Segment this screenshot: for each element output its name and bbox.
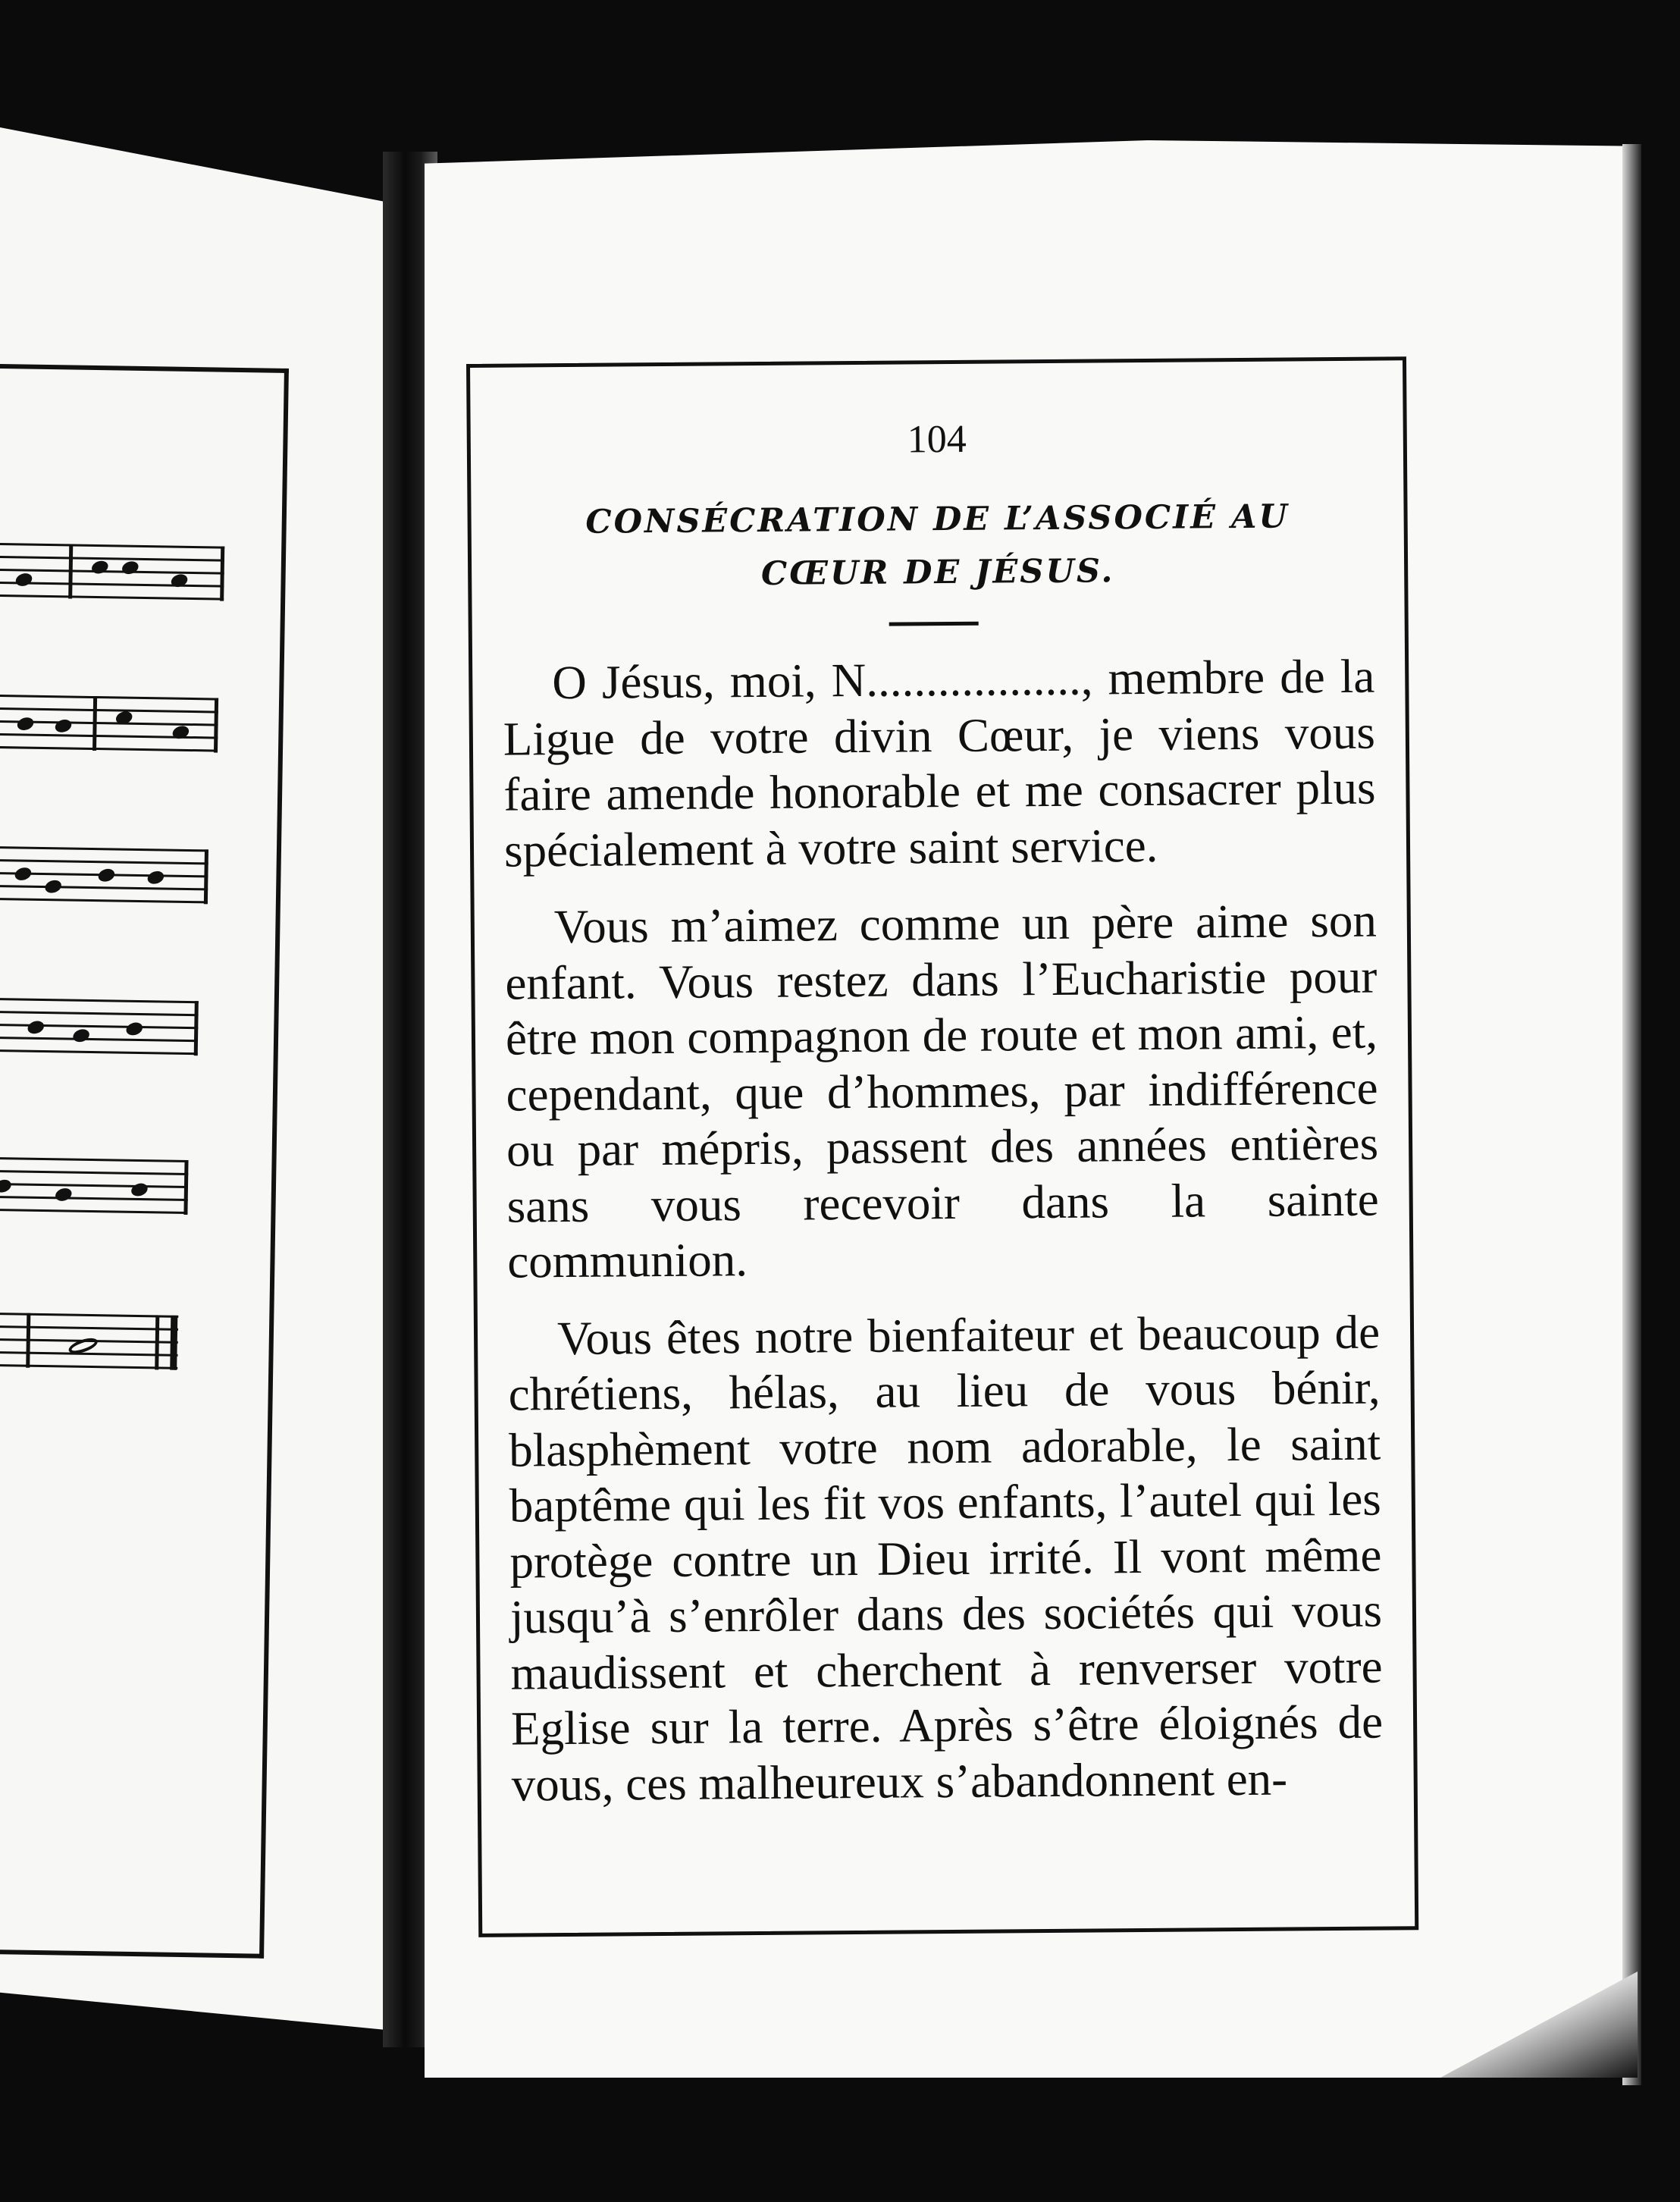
music-staff-2 (0, 695, 218, 751)
page-edge (1622, 144, 1641, 2085)
music-staff-3 (0, 846, 208, 902)
text-frame (466, 356, 1418, 1937)
body-text (503, 649, 1384, 1834)
left-page-frame (0, 364, 289, 1959)
paragraph: Vous êtes notre bienfaiteur et beaucoup de chrétiens, hélas, au lieu de vous bénir, blasphèment votre nom adorable, le saint baptême qui les fit vos enfants, l’autel qui les protège contre un Dieu irrité. Il vont même jusqu’à s’enrôler dans des sociétés qui vous maudissent et cherchent à renverser votre Eglise sur la terre. Après s’être éloignés de vous, ces malheureux s’abandonnent en- (508, 1305, 1384, 1811)
paragraph: Vous m’aimez comme un père aime son enfant. Vous restez dans l’Eucharistie pour être mon compagnon de route et mon ami, et, cependant, que d’hommes, par indifférence ou par mépris, passent des années entières sans vous recevoir dans la sainte communion. (505, 893, 1379, 1288)
music-staff-5 (0, 1157, 189, 1213)
paragraph: O Jésus, moi, N.................., membre de la Ligue de votre divin Cœur, je viens vous faire amende honorable et me consacrer plus spécialement à votre saint service. (503, 649, 1376, 877)
heading-line-1: CONSÉCRATION DE L’ASSOCIÉ AU (585, 497, 1290, 541)
page-number: 104 (907, 417, 967, 462)
music-staff-6 (0, 1313, 178, 1369)
music-staff-1 (0, 543, 224, 600)
heading-line-2: CŒUR DE JÉSUS. (760, 552, 1115, 593)
page-heading (494, 490, 1381, 603)
music-staff-4 (0, 998, 199, 1054)
heading-rule (889, 622, 979, 626)
